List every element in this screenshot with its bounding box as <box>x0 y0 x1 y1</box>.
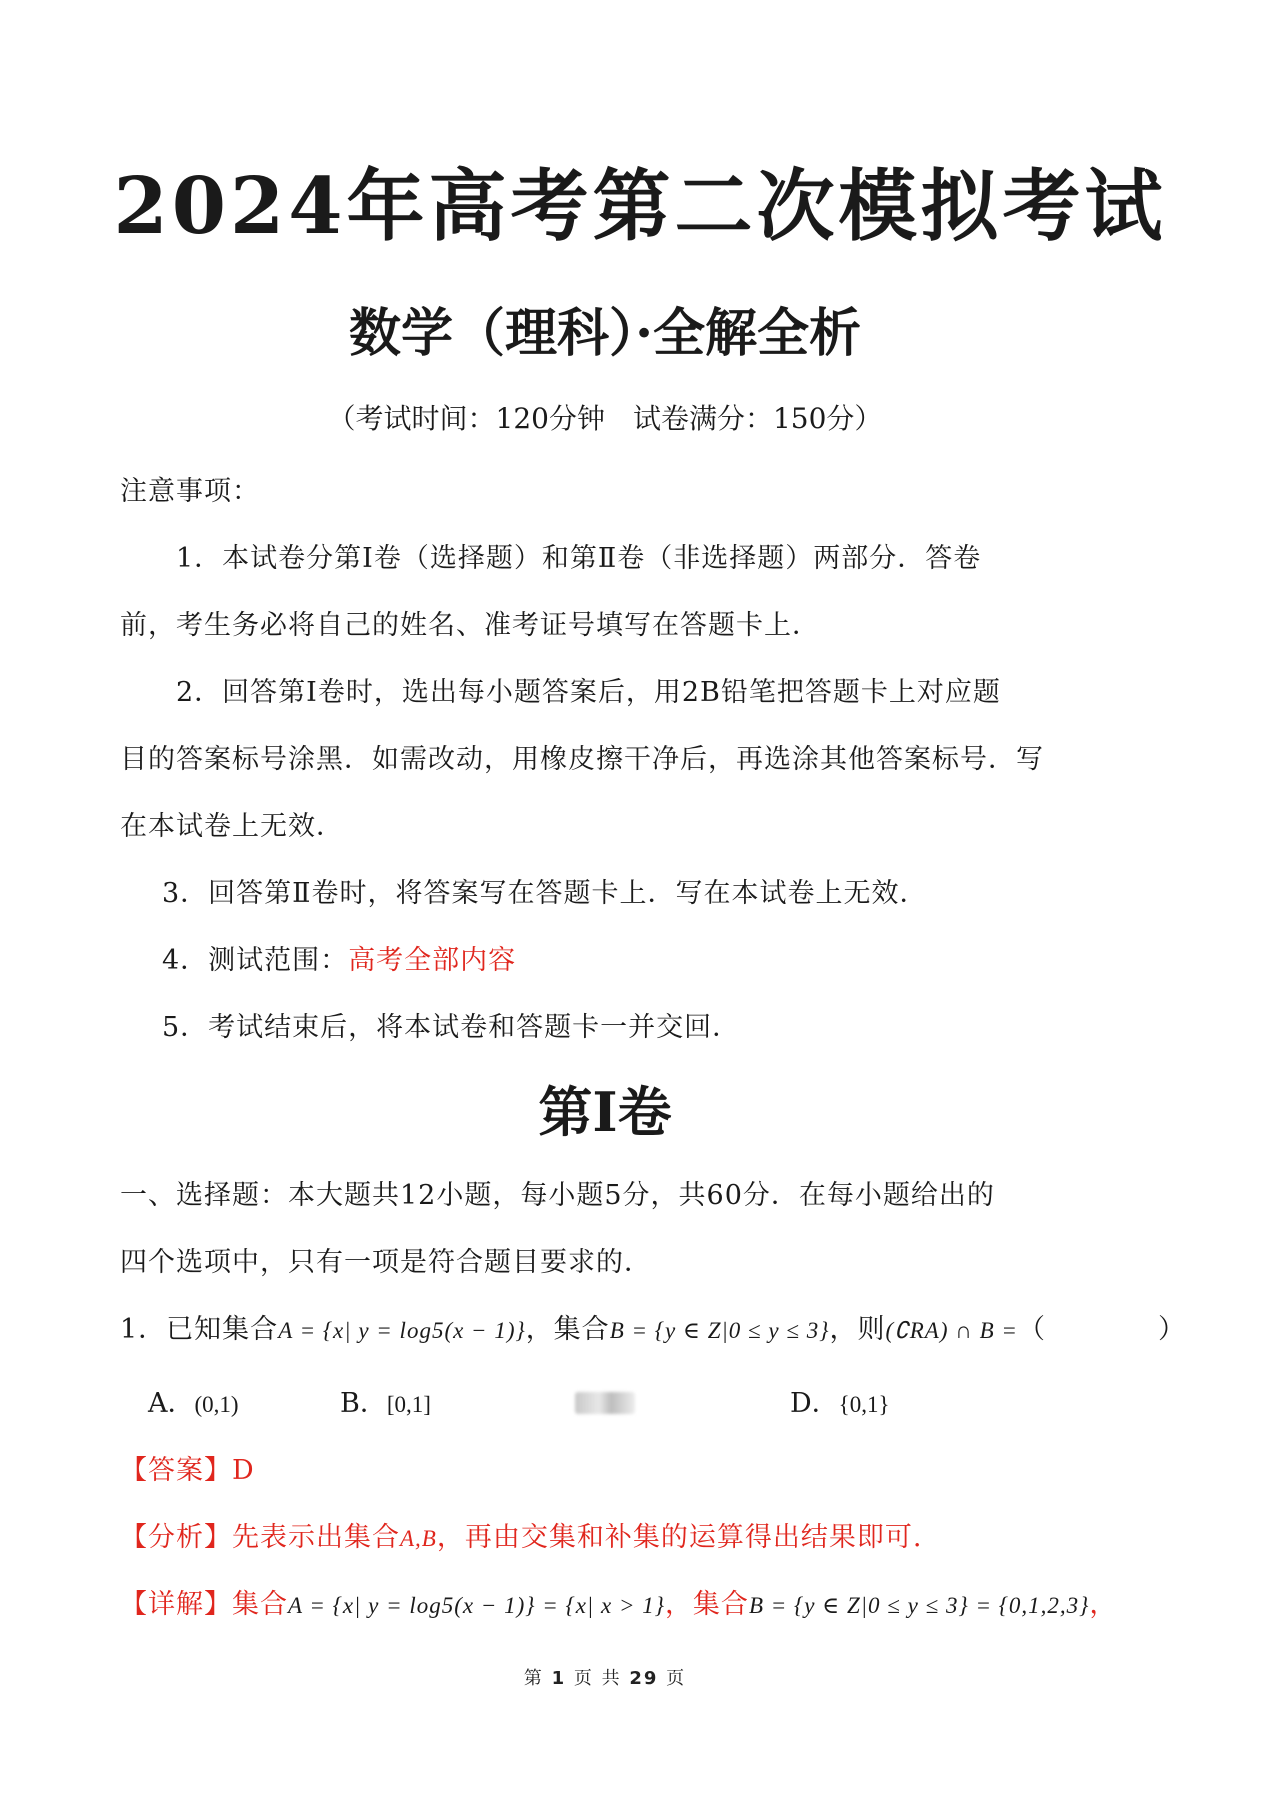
note-item-1-line-1: 1．本试卷分第Ⅰ卷（选择题）和第Ⅱ卷（非选择题）两部分．答卷 <box>176 543 982 574</box>
question-1-expression: (∁RA) ∩ B = <box>885 1318 1018 1343</box>
footer-total-pages: 29 <box>629 1668 659 1689</box>
document-title: 2024年高考第二次模拟考试 <box>113 161 1167 252</box>
section-instructions-line-1: 一、选择题：本大题共12小题，每小题5分，共60分．在每小题给出的 <box>120 1180 995 1211</box>
set-b-definition: B = {y ∈ Z|0 ≤ y ≤ 3} <box>609 1318 830 1343</box>
option-d-value: {0,1} <box>838 1392 890 1417</box>
option-d <box>790 1390 890 1417</box>
note-item-4 <box>162 947 516 974</box>
section-title: 第Ⅰ卷 <box>538 1080 672 1144</box>
option-b-label: B． <box>340 1388 387 1419</box>
note-item-5: 5．考试结束后，将本试卷和答题卡一并交回． <box>162 1012 741 1043</box>
footer-middle: 页 共 <box>573 1668 622 1689</box>
detail-line <box>120 1591 1117 1618</box>
page-footer <box>0 1670 1210 1688</box>
analysis-text-2: ，再由交集和补集的运算得出结果即可. <box>436 1522 923 1553</box>
detail-text-2: ，集合 <box>664 1589 749 1620</box>
answer-label: 【答案】 <box>120 1455 232 1486</box>
option-c-obscured <box>575 1392 635 1414</box>
document-subtitle: 数学（理科）·全解全析 <box>348 303 862 364</box>
answer-line <box>120 1457 255 1484</box>
question-1-stem <box>120 1316 1186 1343</box>
option-d-label: D． <box>790 1388 839 1419</box>
set-a-definition: A = {x| y = log5(x − 1)} <box>278 1318 526 1343</box>
option-a <box>148 1390 239 1417</box>
answer-blank: （ ） <box>1017 1314 1186 1345</box>
footer-page-number: 1 <box>551 1668 567 1689</box>
section-instructions-line-2: 四个选项中，只有一项是符合题目要求的． <box>120 1247 652 1278</box>
footer-suffix: 页 <box>666 1668 687 1689</box>
note-item-2-line-3: 在本试卷上无效． <box>120 811 344 842</box>
note-item-2-line-2: 目的答案标号涂黑．如需改动，用橡皮擦干净后，再选涂其他答案标号．写 <box>120 744 1044 775</box>
option-b-value: [0,1] <box>386 1392 431 1417</box>
detail-text-1: 集合 <box>232 1589 288 1620</box>
exam-info: （考试时间：120分钟 试卷满分：150分） <box>327 402 883 435</box>
analysis-label: 【分析】 <box>120 1522 232 1553</box>
detail-label: 【详解】 <box>120 1589 232 1620</box>
option-a-value: (0,1) <box>194 1392 239 1417</box>
option-b <box>340 1390 431 1417</box>
question-1-middle: ，集合 <box>525 1314 610 1345</box>
note-item-3: 3．回答第Ⅱ卷时，将答案写在答题卡上．写在本试卷上无效． <box>162 878 928 909</box>
notes-heading: 注意事项： <box>120 476 260 507</box>
footer-prefix: 第 <box>523 1668 544 1689</box>
note-item-4-prefix: 4．测试范围： <box>162 945 349 976</box>
option-a-label: A． <box>148 1388 195 1419</box>
detail-set-a: A = {x| y = log5(x − 1)} = {x| x > 1} <box>288 1593 665 1618</box>
question-1-then: ，则 <box>829 1314 886 1345</box>
analysis-text-1: 先表示出集合 <box>232 1522 400 1553</box>
test-scope-value: 高考全部内容 <box>348 945 517 976</box>
note-item-1-line-2: 前，考生务必将自己的姓名、准考证号填写在答题卡上． <box>120 610 820 641</box>
detail-set-b: B = {y ∈ Z|0 ≤ y ≤ 3} = {0,1,2,3} <box>748 1593 1090 1618</box>
note-item-2-line-1: 2．回答第Ⅰ卷时，选出每小题答案后，用2B铅笔把答题卡上对应题 <box>176 677 1001 708</box>
question-1-prefix: 1．已知集合 <box>120 1314 279 1345</box>
analysis-line <box>120 1524 922 1551</box>
detail-text-3: ， <box>1089 1589 1118 1620</box>
analysis-sets: A,B <box>400 1526 437 1551</box>
answer-value: D <box>232 1455 255 1486</box>
